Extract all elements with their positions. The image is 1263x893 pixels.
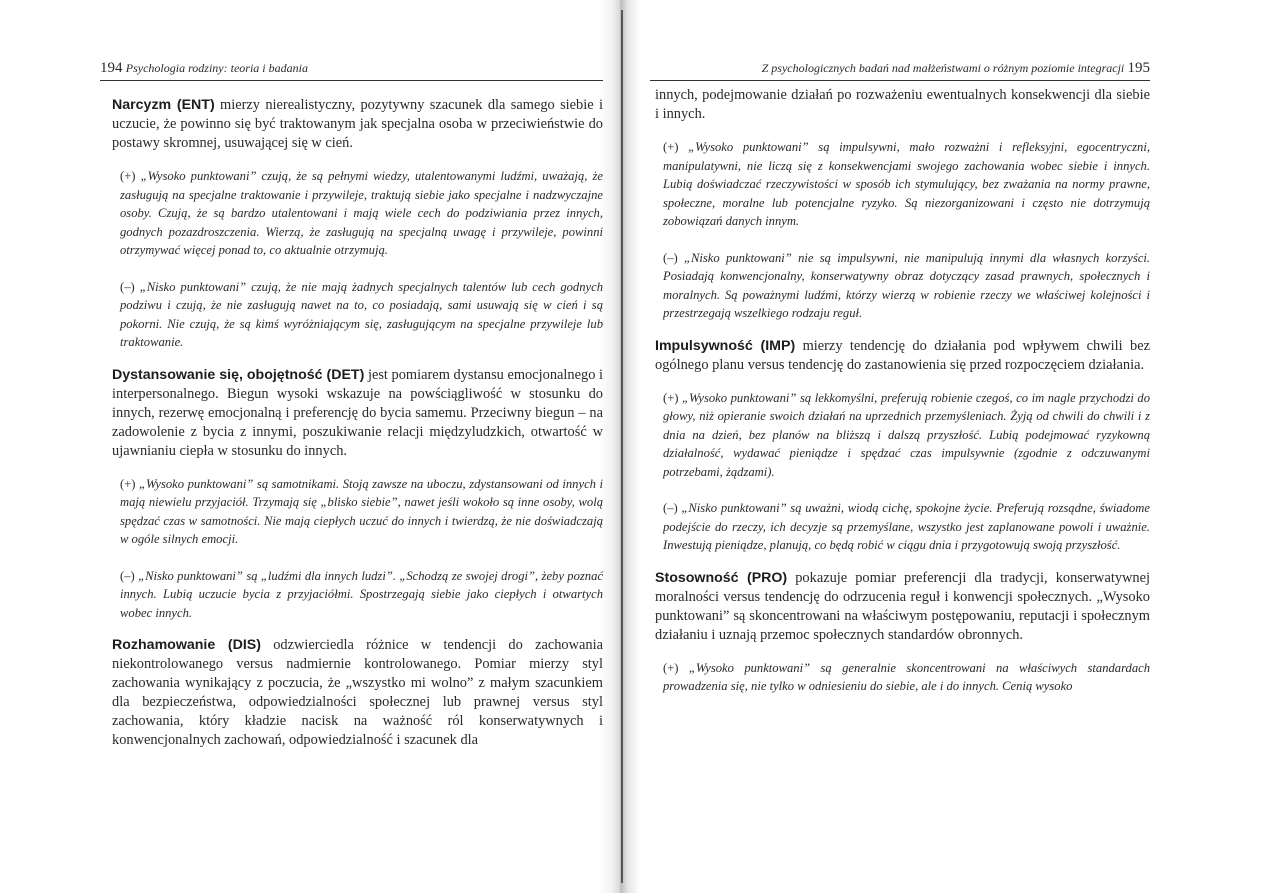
score-description <box>120 167 603 260</box>
score-polarity: (+) <box>663 390 683 405</box>
score-description-text: „Wysoko punktowani” są samotnikami. Stoją zawsze na uboczu, zdystansowani od innych i mają niewielu przyjaciół. Trzymają się „blisko siebie”, nawet jeśli wokoło są inne osoby, wolą spędzać czas w samotności. Nie mają ciepłych uczuć do innych i twierdzą, że nie doświadczają w ogóle silnych emocji. <box>120 476 604 546</box>
score-description <box>663 499 1150 555</box>
book-gutter <box>600 0 640 893</box>
score-polarity: (–) <box>120 568 139 583</box>
right-running-head <box>650 60 1150 81</box>
right-page-body <box>655 86 1150 696</box>
score-description-text: „Wysoko punktowani” są impulsywni, mało rozważni i refleksyjni, egocentryczni, manipulatywni, nie liczą się z konsekwencjami swojego zachowania wobec siebie i innych. Lubią doświadczać rzeczywistości w sposób ich stymulujący, bez zważania na normy prawne, społeczne, moralne lub potencjalne ryzyko. Są niezorganizowani i często nie dotrzymują zobowiązań danych innym. <box>663 140 1151 228</box>
block-spacer <box>112 153 603 167</box>
left-page-number: 194 <box>100 60 123 76</box>
score-description <box>663 389 1150 482</box>
score-description-text: „Wysoko punktowani” czują, że są pełnymi wiedzy, utalentowanymi ludźmi, uważają, że zasługują na specjalne traktowanie i przywileje, traktują siebie jako specjalne i nadzwyczajne osoby. Czują, że są bardzo utalentowani i mają wiele cech do podziwiania przez innych, godnych pozazdroszczenia. Wierzą, że zasługują na specjalną uwagę i przywileje, powinni otrzymywać więcej ponad to, co aktualnie otrzymują. <box>120 169 603 257</box>
score-polarity: (+) <box>120 476 140 491</box>
scale-term: Stosowność (PRO) <box>655 569 788 586</box>
left-running-head <box>100 60 603 81</box>
right-running-title: Z psychologicznych badań nad małżeństwami o różnym poziomie integracji <box>761 61 1125 75</box>
paragraph-text: jest pomiarem dystansu emocjonalnego i interpersonalnego. Biegun wysoki wskazuje na powściągliwość w stosunku do innych, rezerwę emocjonalną i preferencję do bycia samemu. Przeciwny biegun – na zadowolenie z bycia z innymi, poszukiwanie relacji międzyludzkich, otwartość w ujawnianiu ciepła w stosunku do innych. <box>112 366 603 459</box>
score-description <box>120 278 603 352</box>
score-description <box>663 138 1150 231</box>
score-polarity: (–) <box>663 501 682 515</box>
score-description <box>663 659 1150 696</box>
right-page <box>650 0 1150 893</box>
scale-term: Rozhamowanie (DIS) <box>112 637 261 653</box>
score-description-text: „Nisko punktowani” są uważni, wiodą cichę, spokojne życie. Preferują rozsądne, świadome podejście do rzeczy, ich decyzje są przemyślane, wszystko jest zaplanowane powoli i uważnie. Inwestują pieniądze, planują, co będą robić w ciągu dnia i przygotowują swoją przyszłość. <box>663 501 1150 552</box>
block-spacer <box>655 323 1150 337</box>
paragraph-text: pokazuje pomiar preferencji dla tradycji, konserwatywnej moralności versus tendencję do odrzucenia reguł i konwencji społecznych. „Wysoko punktowani” są skoncentrowani na właściwym postępowaniu, reputacji i społecznym działaniu i uznają przemoc społecznych standardów obronnych. <box>655 569 1151 643</box>
block-spacer <box>112 549 603 567</box>
score-polarity: (–) <box>120 279 140 294</box>
scale-term: Narcyzm (ENT) <box>112 97 215 113</box>
right-page-number: 195 <box>1127 60 1150 76</box>
body-paragraph <box>655 569 1150 645</box>
block-spacer <box>655 231 1150 249</box>
score-description <box>120 475 603 549</box>
block-spacer <box>112 260 603 278</box>
scale-term: Dystansowanie się, obojętność (DET) <box>112 366 365 383</box>
score-description-text: „Nisko punktowani” czują, że nie mają żadnych specjalnych talentów lub cech godnych podziwu i czują, że nie zasługują nawet na to, co posiadają, sami usuwają się w cień i są pokorni. Nie czują, że są kimś wyróżniającym się, zasługującym na specjalne przywileje lub traktowanie. <box>120 279 603 349</box>
paragraph-text: mierzy tendencję do działania pod wpływem chwili bez ogólnego planu versus tendencję do zastanowienia się przed rozpoczęciem działania. <box>655 337 1150 373</box>
body-paragraph <box>655 337 1150 375</box>
score-description-text: „Wysoko punktowani” są generalnie skoncentrowani na właściwych standardach prowadzenia się, nie tylko w odniesieniu do siebie, ale i do innych. Cenią wysoko <box>663 660 1151 693</box>
left-running-title: Psychologia rodziny: teoria i badania <box>125 61 308 75</box>
body-paragraph <box>112 96 603 153</box>
score-description-text: „Nisko punktowani” są „ludźmi dla innych ludzi”. „Schodzą ze swojej drogi”, żeby poznać innych. Lubią uczucie bycia z przyjaciółmi. Spostrzegają siebie jako ciepłych i otwartych wobec innych. <box>120 568 603 620</box>
score-polarity: (+) <box>120 169 141 183</box>
block-spacer <box>112 352 603 366</box>
paragraph-text: mierzy nierealistyczny, pozytywny szacunek dla samego siebie i uczucie, że powinno się być traktowanym jak specjalna osoba w przeciwieństwie do postawy skromnej, usuwającej się w cień. <box>112 97 603 151</box>
block-spacer <box>112 622 603 636</box>
body-paragraph <box>112 636 603 750</box>
left-page-body <box>112 96 603 750</box>
block-spacer <box>655 124 1150 138</box>
score-description-text: „Nisko punktowani” nie są impulsywni, nie manipulują innymi dla własnych korzyści. Posiadają konwencjonalny, konserwatywny obraz dotyczący zasad prawnych, społecznych i moralnych. Są poważnymi ludźmi, którzy wierzą w robienie rzeczy we właściwej kolejności i przestrzegają wszelkiego rodzaju reguł. <box>663 250 1151 320</box>
block-spacer <box>112 461 603 475</box>
body-paragraph <box>112 366 603 461</box>
score-description <box>120 567 603 623</box>
score-polarity: (+) <box>663 660 689 675</box>
gutter-fold-line <box>621 10 623 883</box>
scale-term: Impulsywność (IMP) <box>655 337 796 354</box>
body-paragraph <box>655 86 1150 124</box>
left-page <box>100 0 603 893</box>
paragraph-text: innych, podejmowanie działań po rozważeniu ewentualnych konsekwencji dla siebie i innych. <box>655 87 1150 122</box>
score-description-text: „Wysoko punktowani” są lekkomyślni, preferują robienie czegoś, co im nagle przychodzi do głowy, niż opieranie swoich działań na uprzednich przemyśleniach. Żyją od chwili do chwili i z dnia na dzień, bez planów na bliższą i dalszą przyszłość. Lubią podejmować ryzykowną działalność, wydawać pieniądze i spędzać czas impulsywnie (zgodnie z odczuwanymi potrzebami, żądzami). <box>663 390 1150 479</box>
score-polarity: (–) <box>663 250 684 265</box>
score-polarity: (+) <box>663 140 689 154</box>
block-spacer <box>655 375 1150 389</box>
block-spacer <box>655 481 1150 499</box>
block-spacer <box>655 555 1150 569</box>
paragraph-text: odzwierciedla różnice w tendencji do zachowania niekontrolowanego versus nadmiernie kontrolowanego. Pomiar mierzy styl zachowania wynikający z poczucia, że „wszystko mi wolno” z małym szacunkiem dla bezpieczeństwa, odpowiedzialności społecznej lub prawnej versus styl zachowania, który kładzie nacisk na ważność ról konserwatywnych i konwencjonalnych zachowań, odpowiedzialność i szacunek dla <box>112 637 603 748</box>
score-description <box>663 249 1150 323</box>
block-spacer <box>655 645 1150 659</box>
